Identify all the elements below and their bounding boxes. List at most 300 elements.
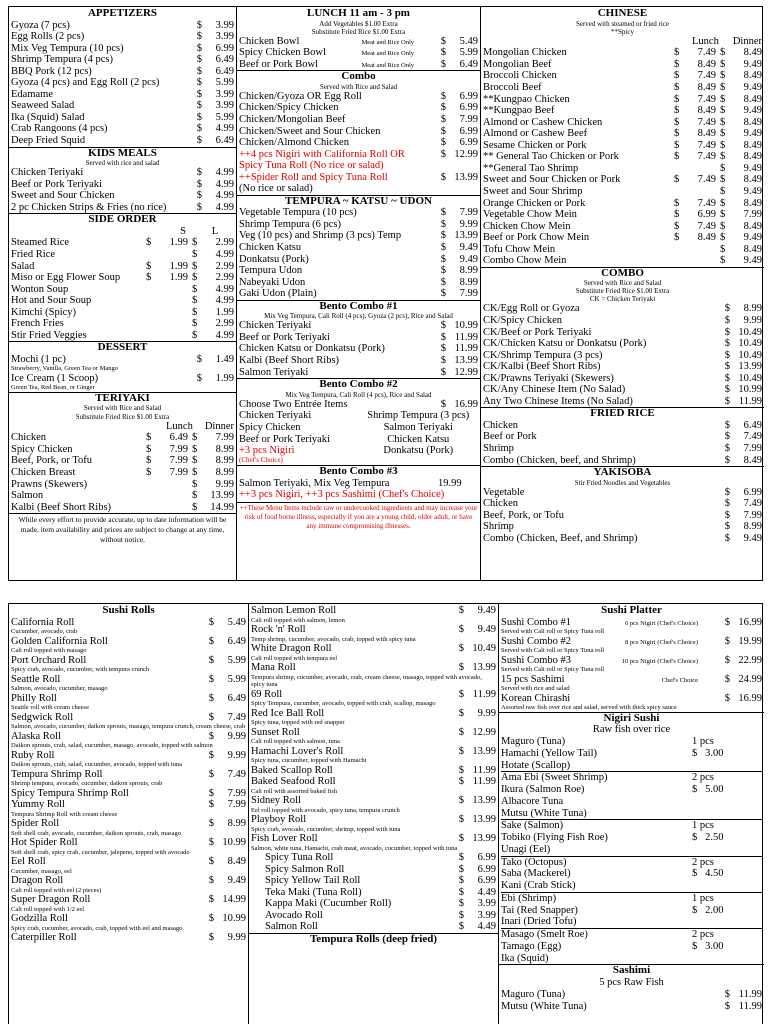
menu-item-row bbox=[483, 373, 762, 385]
menu-item-row bbox=[251, 833, 496, 845]
bento2-choose: Choose Two Entrée Items $ 16.99 bbox=[239, 398, 478, 410]
menu-item-row bbox=[11, 112, 234, 124]
item-name: Prawns (Skewers) bbox=[11, 478, 88, 490]
item-price: 6.99 bbox=[459, 90, 478, 102]
platter-list bbox=[501, 617, 762, 712]
item-name: Baked Scallop Roll bbox=[251, 764, 333, 776]
bento1-heading: Bento Combo #1 bbox=[237, 300, 480, 313]
item-price: 14.99 bbox=[222, 894, 246, 906]
item-name: California Roll bbox=[11, 616, 75, 628]
raw-food-warning: ++These Menu Items include raw or undercooked ingredients and may increase your risk of food borne illness, especially if you are a young child, older adult, or have any immune compromising illnesses. bbox=[237, 502, 480, 532]
menu-item-row bbox=[483, 174, 762, 186]
currency-symbol: $ bbox=[208, 692, 214, 704]
currency-symbol: $ bbox=[192, 295, 198, 307]
currency-symbol: $ bbox=[146, 272, 152, 284]
item-name: CK/Egg Roll or Gyoza bbox=[483, 303, 580, 315]
bento2-left-options bbox=[239, 410, 359, 465]
item-name: Steamed Rice bbox=[11, 237, 70, 249]
nigiri-group bbox=[501, 892, 762, 928]
item-name: Chicken Chow Mein bbox=[483, 220, 571, 232]
currency-symbol: $ bbox=[674, 70, 680, 82]
item-price: 7.49 bbox=[743, 431, 762, 443]
lunch-subtitle: Add Vegetables $1.00 Extra bbox=[319, 19, 398, 28]
item-name: Sushi Combo #1 bbox=[501, 616, 572, 628]
item-description: Cali roll topped with eel (2 pieces) bbox=[11, 886, 102, 894]
dinner-price: 9.49 bbox=[743, 255, 762, 267]
currency-symbol: $ bbox=[192, 248, 198, 260]
currency-symbol: $ bbox=[440, 102, 446, 114]
currency-symbol: $ bbox=[458, 795, 464, 807]
item-description: Soft shell crab, avocado, cucumber, daikon sprouts, crab, masago bbox=[11, 829, 181, 837]
menu-item-row bbox=[11, 89, 234, 101]
menu-item-row bbox=[251, 776, 496, 788]
item-name: Golden California Roll bbox=[11, 635, 108, 647]
item-description: Assorted raw fish over rice and salad, served with thick spicy sauce bbox=[501, 704, 677, 712]
side-item-row bbox=[11, 261, 234, 273]
lunch-price: 7.49 bbox=[697, 116, 716, 128]
menu-item-row bbox=[11, 190, 234, 202]
currency-symbol: $ bbox=[440, 276, 446, 288]
sashimi-list bbox=[501, 989, 762, 1012]
currency-symbol: $ bbox=[724, 692, 730, 704]
currency-symbol: $ bbox=[458, 852, 464, 864]
item-description: Spicy tuna, topped with red snapper bbox=[251, 719, 345, 727]
item-name: Super Dragon Roll bbox=[11, 894, 91, 906]
nigiri-item: Inari (Dried Tofu) bbox=[501, 916, 577, 928]
column-3 bbox=[481, 7, 764, 580]
currency-symbol: $ bbox=[440, 230, 446, 242]
item-price: 7.99 bbox=[459, 288, 478, 300]
item-name: Kimchi (Spicy) bbox=[11, 306, 77, 318]
menu-item-row bbox=[11, 179, 234, 191]
menu-item-row bbox=[265, 852, 496, 864]
column-1 bbox=[9, 7, 237, 580]
kids-list bbox=[11, 167, 234, 213]
item-price: 6.99 bbox=[743, 486, 762, 498]
item-name: Salmon Roll bbox=[265, 921, 318, 933]
bottom-menu-grid bbox=[8, 603, 763, 1024]
item-name: Mana Roll bbox=[251, 662, 296, 674]
bento2-option: Spicy Chicken bbox=[239, 421, 301, 433]
combo-subtitle: Served with Rice and Salad bbox=[319, 82, 398, 91]
side-list bbox=[11, 237, 234, 341]
item-name: Chicken bbox=[483, 419, 518, 431]
menu-item-row bbox=[483, 198, 762, 210]
currency-symbol: $ bbox=[192, 490, 198, 502]
item-name: Almond or Cashew Chicken bbox=[483, 116, 603, 128]
menu-item-row bbox=[251, 662, 496, 674]
currency-symbol: $ bbox=[720, 209, 726, 221]
item-price: 6.99 bbox=[215, 42, 234, 54]
item-name: Red Ice Ball Roll bbox=[251, 707, 325, 719]
small-rolls-list bbox=[251, 852, 496, 933]
menu-item-row bbox=[251, 746, 496, 758]
item-name: Yummy Roll bbox=[11, 799, 65, 811]
item-price: 3.99 bbox=[477, 898, 496, 910]
menu-item-row bbox=[501, 655, 762, 667]
side-item-row bbox=[11, 284, 234, 296]
currency-symbol: $ bbox=[458, 643, 464, 655]
bento2-subtitle: Mix Veg Tempura, Cali Roll (4 pcs), Rice and Salad bbox=[285, 390, 432, 399]
menu-item-row bbox=[239, 343, 478, 355]
small-price: 1.99 bbox=[169, 272, 188, 284]
item-name: Edamame bbox=[11, 88, 53, 100]
menu-item-row bbox=[251, 624, 496, 636]
currency-symbol: $ bbox=[440, 207, 446, 219]
large-price: 4.99 bbox=[215, 329, 234, 341]
menu-item-row bbox=[11, 818, 246, 830]
item-price: 5.99 bbox=[459, 47, 478, 59]
currency-symbol: $ bbox=[724, 361, 730, 373]
currency-symbol: $ bbox=[196, 167, 202, 179]
column-2 bbox=[237, 7, 481, 580]
nigiri-item: Tako (Octopus) bbox=[501, 856, 567, 868]
item-price: 8.99 bbox=[227, 818, 246, 830]
item-name: Sushi Combo #3 bbox=[501, 654, 572, 666]
currency-symbol: $ bbox=[146, 432, 152, 444]
item-name: **Kungpao Beef bbox=[483, 105, 555, 117]
item-name: Chicken/Almond Chicken bbox=[239, 137, 349, 149]
item-description: Daikon sprouts, crab, salad, cucumber, avocado, topped with tuna bbox=[11, 761, 183, 769]
item-name: Maguro (Tuna) bbox=[501, 989, 566, 1001]
lunch-price: 6.99 bbox=[697, 209, 716, 221]
currency-symbol: $ bbox=[196, 100, 202, 112]
item-price: 6.99 bbox=[477, 875, 496, 887]
item-name: CK/Any Chinese Item (No Salad) bbox=[483, 384, 626, 396]
item-price: 13.99 bbox=[472, 745, 496, 757]
menu-item-row bbox=[501, 617, 762, 629]
menu-item-row bbox=[483, 396, 762, 408]
item-name: Fish Lover Roll bbox=[251, 833, 318, 845]
item-name: Mix Veg Tempura (10 pcs) bbox=[11, 42, 124, 54]
menu-item-row bbox=[239, 102, 478, 114]
currency-symbol: $ bbox=[440, 288, 446, 300]
item-name: Chicken Breast bbox=[11, 466, 76, 478]
lunch-price: 7.49 bbox=[697, 174, 716, 186]
item-name: Chicken/Spicy Chicken bbox=[239, 102, 339, 114]
item-price: 10.99 bbox=[738, 384, 762, 396]
item-price: 13.99 bbox=[472, 795, 496, 807]
item-price: 13.99 bbox=[472, 833, 496, 845]
menu-item-row bbox=[483, 221, 762, 233]
item-description: Cali roll topped with masago bbox=[11, 647, 87, 655]
currency-symbol: $ bbox=[724, 616, 730, 628]
lunch-price: 6.49 bbox=[169, 432, 188, 444]
item-name: Crab Rangoons (4 pcs) bbox=[11, 123, 108, 135]
nigiri-price-box bbox=[692, 820, 762, 855]
item-price: 9.49 bbox=[743, 532, 762, 544]
currency-symbol: $ bbox=[192, 329, 198, 341]
item-description: Spicy crab, avocado, cucumber, shrimp, topped with tuna bbox=[251, 825, 401, 833]
currency-symbol: $ bbox=[724, 509, 730, 521]
bento2-option-note: (Chef's Choice) bbox=[239, 456, 283, 465]
large-price: 1.99 bbox=[215, 306, 234, 318]
item-name: Shrimp bbox=[483, 443, 514, 455]
menu-item-row bbox=[11, 750, 246, 762]
item-price: 6.49 bbox=[459, 58, 478, 70]
item-price: 3.99 bbox=[215, 19, 234, 31]
item-price: 11.99 bbox=[738, 989, 762, 1001]
currency-symbol: $ bbox=[674, 197, 680, 209]
combo-heading: Combo bbox=[237, 70, 480, 83]
item-name: Combo Chow Mein bbox=[483, 255, 567, 267]
item-name: Vegetable bbox=[483, 486, 525, 498]
item-price: 5.49 bbox=[227, 616, 246, 628]
nigiri-pcs: 1 pcs bbox=[692, 820, 714, 832]
menu-item-row bbox=[483, 117, 762, 129]
item-name: Spicy Chicken Bowl bbox=[239, 47, 326, 59]
currency-symbol: $ bbox=[724, 443, 730, 455]
nigiri-pcs: 1 pcs bbox=[692, 892, 714, 904]
menu-item-row bbox=[11, 932, 246, 944]
item-name: Broccoli Chicken bbox=[483, 70, 557, 82]
item-price: 6.49 bbox=[227, 635, 246, 647]
item-name: CK/Chicken Katsu or Donkatsu (Pork) bbox=[483, 338, 647, 350]
lunch-price: 8.49 bbox=[697, 58, 716, 70]
menu-item-row bbox=[239, 230, 478, 242]
menu-item-row bbox=[501, 693, 762, 705]
item-name: Almond or Cashew Beef bbox=[483, 128, 588, 140]
small-price: 1.99 bbox=[169, 237, 188, 249]
item-note: 6 pcs Nigiri (Chef's Choice) bbox=[624, 619, 698, 627]
currency-symbol: $ bbox=[674, 82, 680, 94]
item-description: Green Tea, Red Bean, or Ginger bbox=[11, 384, 95, 392]
menu-item-row bbox=[239, 254, 478, 266]
dinner-price: 9.49 bbox=[743, 232, 762, 244]
item-name: Rock 'n' Roll bbox=[251, 624, 306, 636]
item-price: 10.49 bbox=[472, 643, 496, 655]
item-name: CK/Prawns Teriyaki (Skewers) bbox=[483, 372, 614, 384]
currency-symbol: $ bbox=[192, 455, 198, 467]
tempura-rolls-heading: Tempura Rolls (deep fried) bbox=[249, 933, 498, 946]
menu-item-row bbox=[501, 1001, 762, 1013]
item-price: 12.99 bbox=[454, 366, 478, 378]
currency-symbol: $ bbox=[440, 241, 446, 253]
item-name: Spicy Salmon Roll bbox=[265, 863, 345, 875]
currency-symbol: $ bbox=[458, 909, 464, 921]
item-name: Port Orchard Roll bbox=[11, 654, 87, 666]
item-price: 8.99 bbox=[459, 276, 478, 288]
item-price: 8.99 bbox=[743, 303, 762, 315]
lunch-price: 7.99 bbox=[169, 466, 188, 478]
currency-symbol: $ bbox=[440, 265, 446, 277]
lunch-price: 8.49 bbox=[697, 105, 716, 117]
currency-symbol: $ bbox=[724, 454, 730, 466]
menu-item-row bbox=[501, 989, 762, 1001]
lunch-heading: LUNCH 11 am - 3 pm bbox=[307, 7, 410, 19]
item-price: 9.99 bbox=[227, 730, 246, 742]
nigiri-subtitle: Raw fish over rice bbox=[592, 724, 671, 736]
nigiri-price-box bbox=[692, 736, 762, 771]
dinner-price: 8.49 bbox=[743, 197, 762, 209]
menu-item-row bbox=[11, 467, 234, 479]
item-price: 10.99 bbox=[454, 320, 478, 332]
menu-item-row bbox=[483, 455, 762, 467]
item-price: 24.99 bbox=[738, 673, 762, 685]
item-price: 11.99 bbox=[472, 688, 496, 700]
currency-symbol: $ bbox=[146, 443, 152, 455]
menu-item-row bbox=[483, 140, 762, 152]
menu-item-row bbox=[251, 765, 496, 777]
currency-symbol: $ bbox=[196, 54, 202, 66]
combo-list bbox=[239, 91, 478, 149]
currency-symbol: $ bbox=[724, 349, 730, 361]
bento3-heading: Bento Combo #3 bbox=[237, 465, 480, 478]
currency-symbol: $ bbox=[458, 833, 464, 845]
lunch-list bbox=[239, 36, 478, 71]
dinner-price: 8.49 bbox=[743, 70, 762, 82]
nigiri-group bbox=[501, 819, 762, 855]
currency-symbol: $ bbox=[208, 894, 214, 906]
currency-symbol: $ bbox=[720, 162, 726, 174]
item-name: Veg (10 pcs) and Shrimp (3 pcs) Temp bbox=[239, 230, 402, 242]
menu-item-row bbox=[11, 432, 234, 444]
item-name: BBQ Pork (12 pcs) bbox=[11, 65, 92, 77]
bento2-option: Salmon Teriyaki bbox=[383, 421, 453, 433]
item-price: 4.49 bbox=[477, 886, 496, 898]
item-price: 6.99 bbox=[477, 852, 496, 864]
item-description: Cali roll topped with salmon, tuna bbox=[251, 738, 340, 746]
currency-symbol: $ bbox=[720, 220, 726, 232]
currency-symbol: $ bbox=[196, 42, 202, 54]
item-price: 10.99 bbox=[222, 913, 246, 925]
lunch-price: 8.49 bbox=[697, 232, 716, 244]
lunch-price: 7.99 bbox=[169, 455, 188, 467]
item-name: Chicken bbox=[11, 432, 46, 444]
item-name: Salad bbox=[11, 260, 35, 272]
currency-symbol: $ bbox=[208, 818, 214, 830]
item-price: 9.99 bbox=[227, 749, 246, 761]
item-price: 11.99 bbox=[738, 1000, 762, 1012]
nigiri-price: $ 2.00 bbox=[692, 904, 724, 916]
item-name: Vegetable Chow Mein bbox=[483, 209, 577, 221]
dinner-price: 8.49 bbox=[743, 47, 762, 59]
item-name: Korean Chirashi bbox=[501, 692, 571, 704]
menu-item-row bbox=[11, 837, 246, 849]
item-name: Sidney Roll bbox=[251, 795, 301, 807]
lunch-price: 7.49 bbox=[697, 93, 716, 105]
item-name: Kalbi (Beef Short Ribs) bbox=[11, 501, 112, 513]
currency-symbol: $ bbox=[720, 93, 726, 105]
item-name: Any Two Chinese Items (No Salad) bbox=[483, 395, 633, 407]
side-item-row bbox=[11, 307, 234, 319]
item-description: Salmon, white tuna, Hamachi, crab meat, avocado, cucumber, topped with tuna bbox=[251, 844, 458, 852]
item-name: Tempura Shrimp Roll bbox=[11, 768, 103, 780]
item-price: 1.49 bbox=[215, 353, 234, 365]
item-name: Beef or Pork Teriyaki bbox=[11, 178, 102, 190]
menu-item-row bbox=[483, 47, 762, 59]
menu-item-row bbox=[483, 244, 762, 256]
item-price: 7.99 bbox=[459, 207, 478, 219]
ccombo-heading: COMBO bbox=[481, 267, 764, 280]
menu-item-row bbox=[239, 47, 478, 59]
ccombo-subtitle: Served with Rice and Salad bbox=[583, 279, 662, 288]
item-note: 10 pcs Nigiri (Chef's Choice) bbox=[621, 657, 698, 665]
nigiri-item: Unagi (Eel) bbox=[501, 843, 551, 855]
item-price: 5.99 bbox=[215, 77, 234, 89]
currency-symbol: $ bbox=[192, 283, 198, 295]
item-name: Sweet and Sour Chicken or Pork bbox=[483, 174, 621, 186]
menu-item-row bbox=[483, 94, 762, 106]
nigiri-heading: Nigiri Sushi bbox=[499, 712, 764, 725]
item-price: 13.99 bbox=[454, 354, 478, 366]
currency-symbol: $ bbox=[192, 237, 198, 249]
currency-symbol: $ bbox=[440, 253, 446, 265]
nigiri-names bbox=[501, 736, 692, 771]
item-price: 4.49 bbox=[477, 921, 496, 933]
dinner-price: 13.99 bbox=[210, 490, 234, 502]
item-name: Hot Spider Roll bbox=[11, 837, 78, 849]
menu-item-row bbox=[483, 255, 762, 267]
currency-symbol: $ bbox=[674, 128, 680, 140]
item-name: Orange Chicken or Pork bbox=[483, 197, 586, 209]
currency-symbol: $ bbox=[724, 431, 730, 443]
currency-symbol: $ bbox=[458, 605, 464, 616]
nigiri-price: $ 4.50 bbox=[692, 868, 724, 880]
item-name: Ice Cream (1 Scoop) bbox=[11, 372, 99, 384]
currency-symbol: $ bbox=[196, 88, 202, 100]
appetizers-heading: APPETIZERS bbox=[87, 7, 158, 19]
item-price: 10.49 bbox=[738, 372, 762, 384]
item-name: Fried Rice bbox=[11, 248, 56, 260]
nigiri-item: Mutsu (White Tuna) bbox=[501, 807, 587, 819]
menu-item-row bbox=[483, 186, 762, 198]
menu-item-row bbox=[239, 288, 478, 300]
item-price: 13.99 bbox=[472, 814, 496, 826]
item-name: Egg Rolls (2 pcs) bbox=[11, 31, 85, 43]
chinese-subtitle: Served with steamed or fried rice bbox=[575, 19, 670, 28]
nigiri-price-box bbox=[692, 772, 762, 819]
item-price: 6.49 bbox=[215, 135, 234, 147]
item-note: Meat and Rice Only bbox=[361, 61, 414, 69]
menu-item-row bbox=[265, 887, 496, 899]
nigiri-item: Albacore Tuna bbox=[501, 795, 564, 807]
item-name: 69 Roll bbox=[251, 688, 283, 700]
item-name: Ruby Roll bbox=[11, 749, 55, 761]
item-name: Spicy Tuna Roll bbox=[265, 852, 334, 864]
item-price: 7.49 bbox=[743, 498, 762, 510]
currency-symbol: $ bbox=[208, 616, 214, 628]
currency-symbol: $ bbox=[720, 82, 726, 94]
menu-item-row bbox=[265, 875, 496, 887]
currency-symbol: $ bbox=[192, 432, 198, 444]
nigiri-price: $ 3.00 bbox=[692, 940, 724, 952]
item-price: 11.99 bbox=[454, 343, 478, 355]
disclaimer: While every effort to provide accurate, up to date information will be made, item availability and prices are subject to change at any time, without notice. bbox=[9, 513, 236, 545]
item-name: Chicken/Mongolian Beef bbox=[239, 113, 346, 125]
item-name: Miso or Egg Flower Soup bbox=[11, 272, 121, 284]
item-name: Stir Fried Veggies bbox=[11, 329, 87, 341]
nigiri-price-box bbox=[692, 857, 762, 892]
menu-item-row bbox=[11, 77, 234, 89]
bento3-line1: Salmon Teriyaki, Mix Veg Tempura 19.99 bbox=[239, 477, 462, 489]
item-price: 9.99 bbox=[743, 315, 762, 327]
item-price: 11.99 bbox=[472, 764, 496, 776]
currency-symbol: $ bbox=[208, 913, 214, 925]
currency-symbol: $ bbox=[458, 745, 464, 757]
menu-item-row bbox=[483, 163, 762, 175]
item-name: Beef or Pork Chow Mein bbox=[483, 232, 590, 244]
menu-item-row bbox=[11, 444, 234, 456]
menu-item-row bbox=[501, 636, 762, 648]
dinner-price: 8.49 bbox=[743, 220, 762, 232]
menu-item-row bbox=[483, 59, 762, 71]
dinner-price: 9.49 bbox=[743, 58, 762, 70]
menu-item-row bbox=[251, 814, 496, 826]
lunch-subtitle-2: Substitute Fried Rice $1.00 Extra bbox=[311, 27, 406, 36]
currency-symbol: $ bbox=[724, 384, 730, 396]
item-name: Tempura Udon bbox=[239, 265, 303, 277]
